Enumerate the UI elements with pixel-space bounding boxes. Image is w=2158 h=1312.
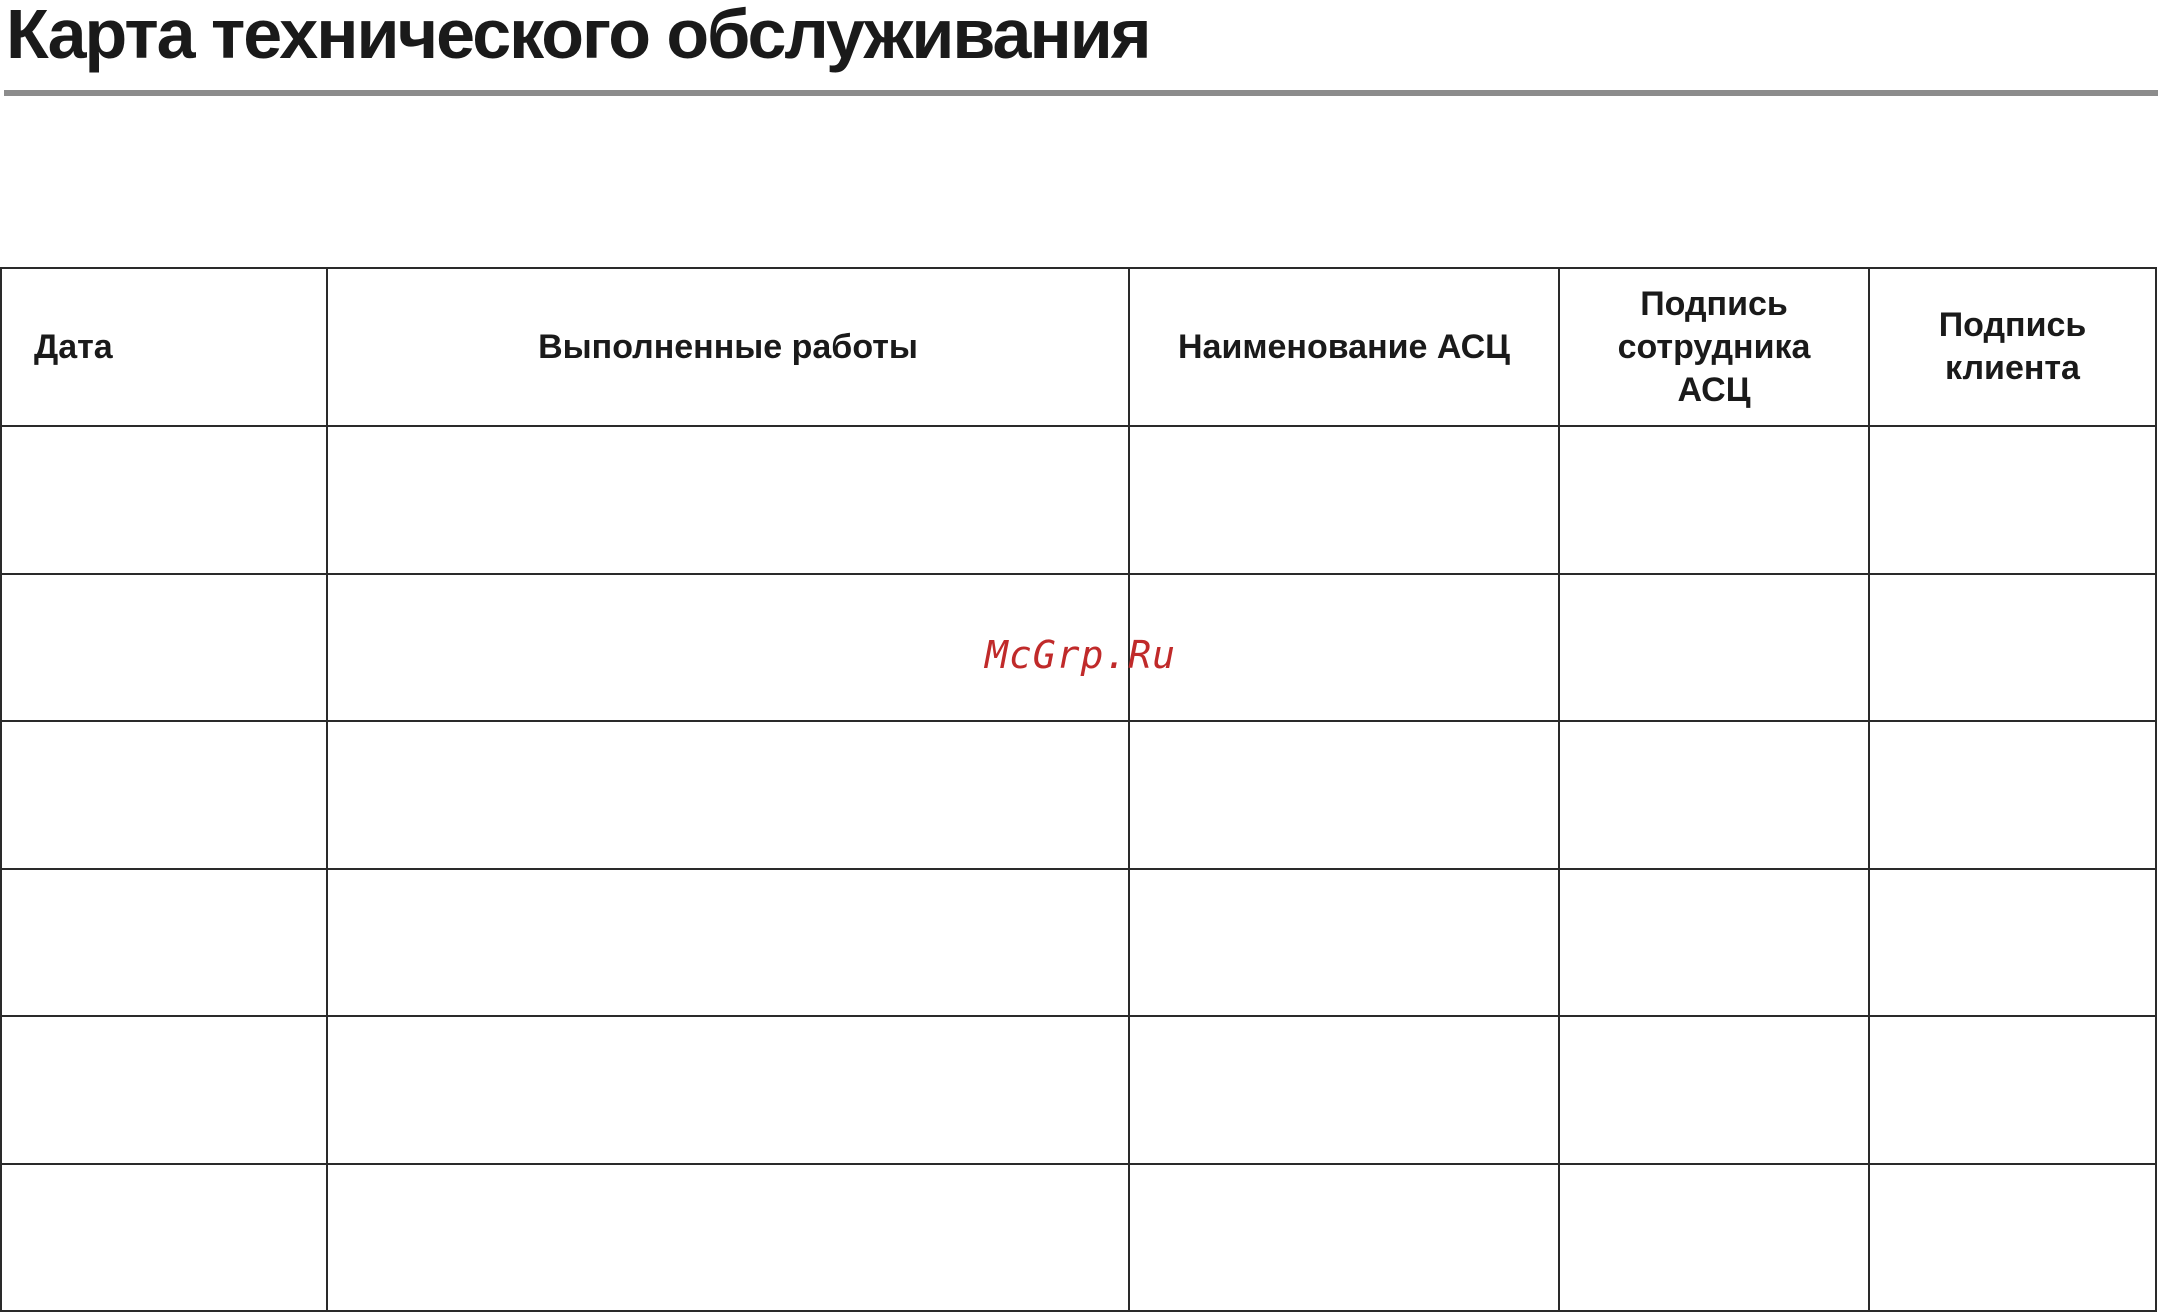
cell-service-center-name: [1129, 721, 1559, 869]
cell-date: [1, 1016, 327, 1164]
table-row: [1, 1164, 2156, 1312]
cell-completed-works: [327, 1164, 1129, 1312]
cell-completed-works: [327, 721, 1129, 869]
cell-employee-signature: [1559, 574, 1869, 722]
cell-service-center-name: [1129, 574, 1559, 722]
cell-date: [1, 1164, 327, 1312]
cell-service-center-name: [1129, 1016, 1559, 1164]
cell-client-signature: [1869, 869, 2156, 1017]
cell-completed-works: [327, 869, 1129, 1017]
cell-service-center-name: [1129, 426, 1559, 574]
table-row: [1, 1016, 2156, 1164]
header-completed-works: Выполненные работы: [327, 268, 1129, 426]
table-row: [1, 426, 2156, 574]
cell-employee-signature: [1559, 426, 1869, 574]
table-row: [1, 869, 2156, 1017]
header-employee-signature: Подпись сотрудника АСЦ: [1559, 268, 1869, 426]
header-service-center-name: Наименование АСЦ: [1129, 268, 1559, 426]
cell-employee-signature: [1559, 1164, 1869, 1312]
header-date: Дата: [1, 268, 327, 426]
cell-completed-works: [327, 1016, 1129, 1164]
cell-completed-works: [327, 426, 1129, 574]
header-client-signature: Подпись клиента: [1869, 268, 2156, 426]
cell-employee-signature: [1559, 869, 1869, 1017]
cell-employee-signature: [1559, 721, 1869, 869]
cell-client-signature: [1869, 1164, 2156, 1312]
cell-service-center-name: [1129, 1164, 1559, 1312]
cell-client-signature: [1869, 426, 2156, 574]
cell-client-signature: [1869, 721, 2156, 869]
cell-date: [1, 574, 327, 722]
cell-date: [1, 869, 327, 1017]
maintenance-table: [0, 267, 2157, 1312]
title-divider: [4, 90, 2158, 96]
cell-employee-signature: [1559, 1016, 1869, 1164]
cell-client-signature: [1869, 1016, 2156, 1164]
page-title: Карта технического обслуживания: [6, 0, 1150, 73]
table-header-row: [1, 268, 2156, 426]
table-row: [1, 721, 2156, 869]
cell-date: [1, 721, 327, 869]
cell-date: [1, 426, 327, 574]
cell-client-signature: [1869, 574, 2156, 722]
watermark: McGrp.Ru: [985, 633, 1177, 677]
cell-service-center-name: [1129, 869, 1559, 1017]
